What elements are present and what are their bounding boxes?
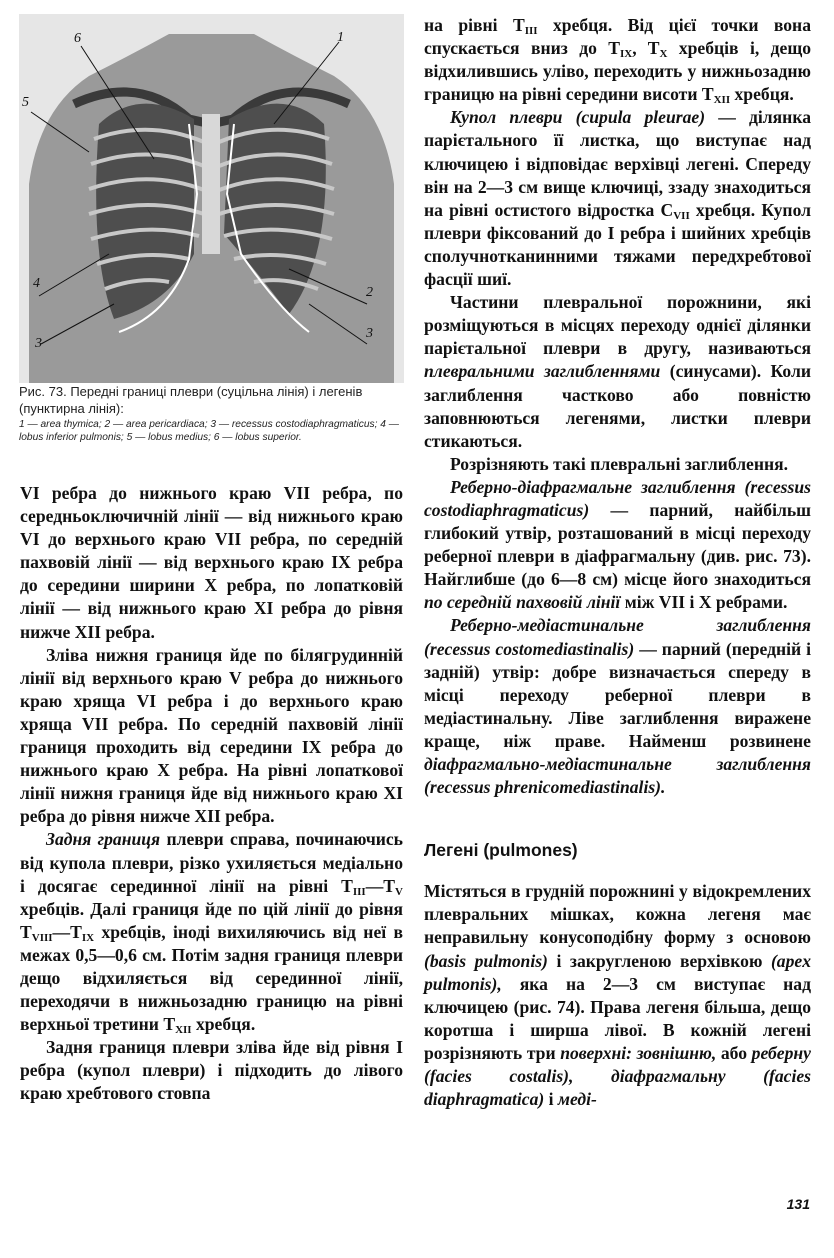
- chest-illustration: [19, 14, 404, 383]
- term: плевральними заглибленнями: [424, 361, 661, 382]
- figure-caption: [19, 383, 405, 444]
- term: меді-: [557, 1089, 597, 1110]
- term: діафрагмально-медіастинальне заглиблення (recessus phrenicomediastinalis).: [424, 754, 811, 798]
- figure-label-1: 1: [337, 30, 344, 45]
- paragraph: Реберно-діафрагмальне заглиблення (recessus costodiaphragmaticus) — парний, найбільш глибокий утвір, розташований в місці переходу реберної плеври в діафрагмальну (див. рис. 73). Найглибше (до 6—8 см) місце його знаходиться по середній пахвовій лінії між VII і X ребрами.: [424, 476, 811, 613]
- anatomical-figure: [19, 14, 404, 383]
- term: Реберно-медіастинальне заглиблення (recessus costomediastinalis): [424, 615, 811, 659]
- section-heading: Легені (pulmones): [424, 840, 578, 861]
- paragraph: Задня границя плеври справа, починаючись від купола плеври, різко ухиляється медіально і досягає серединної лінії на рівні $T_{III}—T_V$ хребців. Далі границя йде по цій лінії до рівня $T_{VIII}—T_{IX}$ хребців, іноді вихиляючись від неї в межах 0,5—0,6 см. Потім задня границя плеври дещо відхиляється від серединної лінії, переходячи в нижньозадню границю на рівні верхньої третини $T_{XII}$ хребця.: [20, 829, 403, 1037]
- paragraph: VI ребра до нижнього краю VII ребра, по середньоключичній лінії — від нижнього краю VI до верхнього краю VII ребра, по середній пахвовій лінії — від верхнього краю IX ребра до середини ширини X ребра, по лопатковій лінії — від нижнього краю XI ребра до рівня нижче XII ребра.: [20, 483, 403, 642]
- term: поверхні: зовнішню,: [560, 1042, 717, 1063]
- term: (apex pulmonis),: [424, 950, 812, 994]
- term: Реберно-діафрагмальне заглиблення (recessus costodiaphragmaticus): [424, 476, 811, 520]
- figure-label-6: 6: [74, 31, 81, 46]
- term: реберну (facies costalis), діафрагмальну (facies diaphragmatica): [424, 1042, 811, 1110]
- figure-label-5: 5: [22, 95, 29, 110]
- paragraph: Розрізняють такі плевральні заглиблення.: [450, 453, 789, 474]
- right-text-column: [424, 14, 811, 1111]
- paragraph: на рівні $T_{III}$ хребця. Від цієї точки вона спускається вниз до $T_{IX}$, $T_X$ хребців і, дещо відхилившись уліво, переходить у нижньозадню границю на рівні середини висоти $T_{XII}$ хребця.: [424, 15, 811, 107]
- figure-label-3-left: 3: [366, 326, 373, 341]
- paragraph: Зліва нижня границя йде по білягрудинній лінії від верхнього краю V ребра до нижнього краю хряща VI ребра і до верхнього краю хряща VII ребра. По середній пахвовій лінії границя проходить від середини IX ребра до нижнього краю X ребра. На рівні лопаткової лінії нижня границя йде від нижнього краю XI ребра до рівня нижче XII ребра.: [20, 644, 403, 827]
- page-number: 131: [786, 1196, 810, 1212]
- caption-title: Рис. 73. Передні границі плеври (суцільна лінія) і легенів (пунктирна лінія):: [19, 384, 363, 416]
- paragraph: Задня границя плеври зліва йде від рівня I ребра (купол плеври) і підходить до лівого краю хребтового стовпа: [20, 1037, 403, 1104]
- figure-label-4: 4: [33, 276, 40, 291]
- figure-label-2: 2: [366, 285, 373, 300]
- caption-legend: 1 — area thymica; 2 — area pericardiaca; 3 — recessus costodiaphragmaticus; 4 — lobus inferior pulmonis; 5 — lobus medius; 6 — lobus superior.: [19, 419, 399, 443]
- paragraph: Купол плеври (cupula pleurae) — ділянка парієтального її листка, що виступає над ключицею і відповідає верхівці легені. Спереду він на 2—3 см вище ключиці, ззаду знаходиться на рівні остистого відростка $C_{VII}$ хребця. Купол плеври фіксований до I ребра і шийних хребців сполучнотканинними тяжами передхребтової фасції шиї.: [424, 107, 812, 290]
- sternum: [202, 114, 220, 254]
- paragraph: Реберно-медіастинальне заглиблення (recessus costomediastinalis) — парний (передній і задній) утвір: добре визначається спереду в місці переходу реберної плеври в медіастинальну. Ліве заглиблення виражене краще, ніж праве. Найменш розвинене діафрагмально-медіастинальне заглиблення (recessus phrenicomediastinalis).: [424, 615, 812, 798]
- term: по середній пахвовій лінії: [424, 592, 621, 613]
- term: (basis pulmonis): [424, 950, 548, 971]
- left-text-column: [20, 482, 403, 1106]
- paragraph: Частини плевральної порожнини, які розміщуються в місцях переходу однієї ділянки парієтальної плеври в другу, називаються плевральними заглибленнями (синусами). Коли заглиблення частково або повністю заповнюються легенями, листки плеври стикаються.: [424, 292, 811, 451]
- term: Купол плеври (cupula pleurae): [450, 107, 706, 128]
- paragraph: Містяться в грудній порожнині у відокремлених плевральних мішках, кожна легеня має неправильну конусоподібну форму з основою (basis pulmonis) і закругленою верхівкою (apex pulmonis), яка на 2—3 см виступає над ключицею (рис. 74). Права легеня більша, дещо коротша і ширша лівої. В кожній легені розрізняють три поверхні: зовнішню, або реберну (facies costalis), діафрагмальну (facies diaphragmatica) і меді-: [424, 881, 812, 1110]
- figure-label-3-right: 3: [35, 336, 42, 351]
- term: Задня границя: [46, 829, 161, 850]
